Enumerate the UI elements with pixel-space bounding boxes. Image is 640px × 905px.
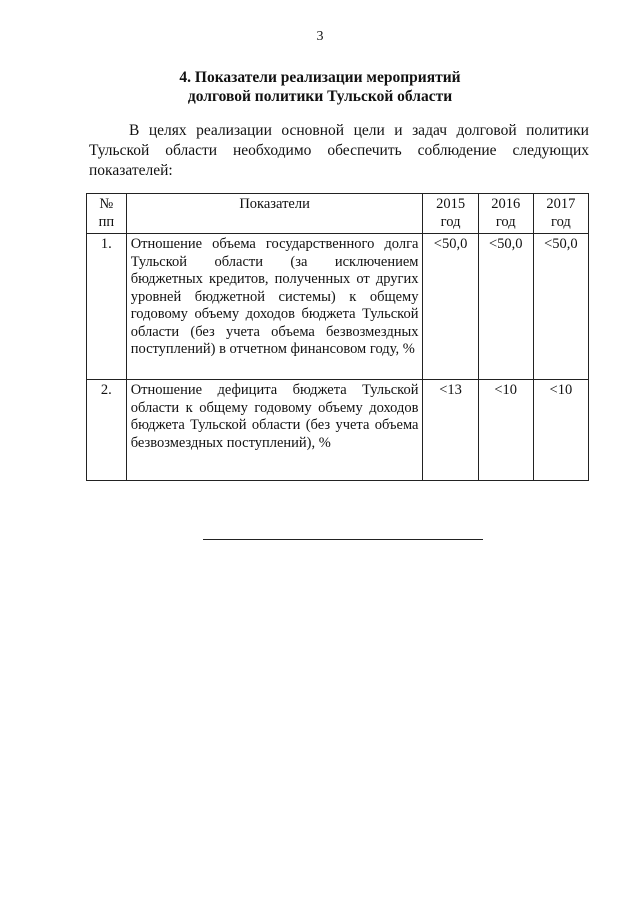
header-num-symbol: № [99,196,114,212]
header-num-abbr: пп [98,213,115,230]
intro-word: долговой [456,122,517,139]
indicators-table [86,193,589,481]
table-row [87,380,589,481]
indicator-name: Отношение дефицита бюджета Тульской области к общему годовому объему доходов бюджета Тульской области (без учета объема безвозмездных поступлений), % [126,380,423,481]
header-year: 2015 [436,196,466,212]
value-2017: <50,0 [533,234,588,380]
row-number: 2. [87,380,127,481]
intro-word: соблюдение [417,142,497,159]
intro-word: обеспечить [327,142,402,159]
value-2016: <10 [478,380,533,481]
value-2016: <50,0 [478,234,533,380]
header-year-2016 [478,194,533,234]
header-year: 2016 [491,196,521,212]
intro-paragraph [89,121,589,181]
header-year-unit: год [495,213,516,230]
header-year-2015 [423,194,478,234]
value-2017: <10 [533,380,588,481]
intro-word: Тульской [89,142,150,159]
intro-line-2 [89,141,589,161]
header-year: 2017 [546,196,576,212]
header-num [87,194,127,234]
table-row [87,234,589,380]
intro-word: политики [526,122,589,139]
header-year-unit: год [440,213,461,230]
section-heading [0,68,640,106]
intro-word: цели [353,122,385,139]
indicator-name: Отношение объема государственного долга Тульской области (за исключением бюджетных кредитов, полученных от других уровней бюджетной системы) к общему годовому объему доходов бюджета Тульской области (без учета объема безвозмездных поступлений) в отчетном финансовом году, % [126,234,423,380]
intro-word: следующих [512,142,589,159]
page-number: 3 [316,29,324,44]
intro-word: задач [412,122,448,139]
intro-word: области [165,142,218,159]
intro-word: В [129,122,140,139]
intro-line-3: показателей: [89,162,173,179]
value-2015: <50,0 [423,234,478,380]
section-heading-line-1: 4. Показатели реализации мероприятий [179,69,461,86]
end-rule [203,539,483,540]
table-header-row [87,194,589,234]
intro-word: необходимо [232,142,312,159]
intro-word: целях [148,122,187,139]
row-number: 1. [87,234,127,380]
header-year-2017 [533,194,588,234]
header-indicators: Показатели [126,194,423,234]
intro-line-1 [89,121,589,141]
intro-word: основной [281,122,345,139]
intro-word: и [394,122,403,139]
value-2015: <13 [423,380,478,481]
intro-word: реализации [196,122,272,139]
header-year-unit: год [551,213,571,230]
section-heading-line-2: долговой политики Тульской области [187,88,453,105]
